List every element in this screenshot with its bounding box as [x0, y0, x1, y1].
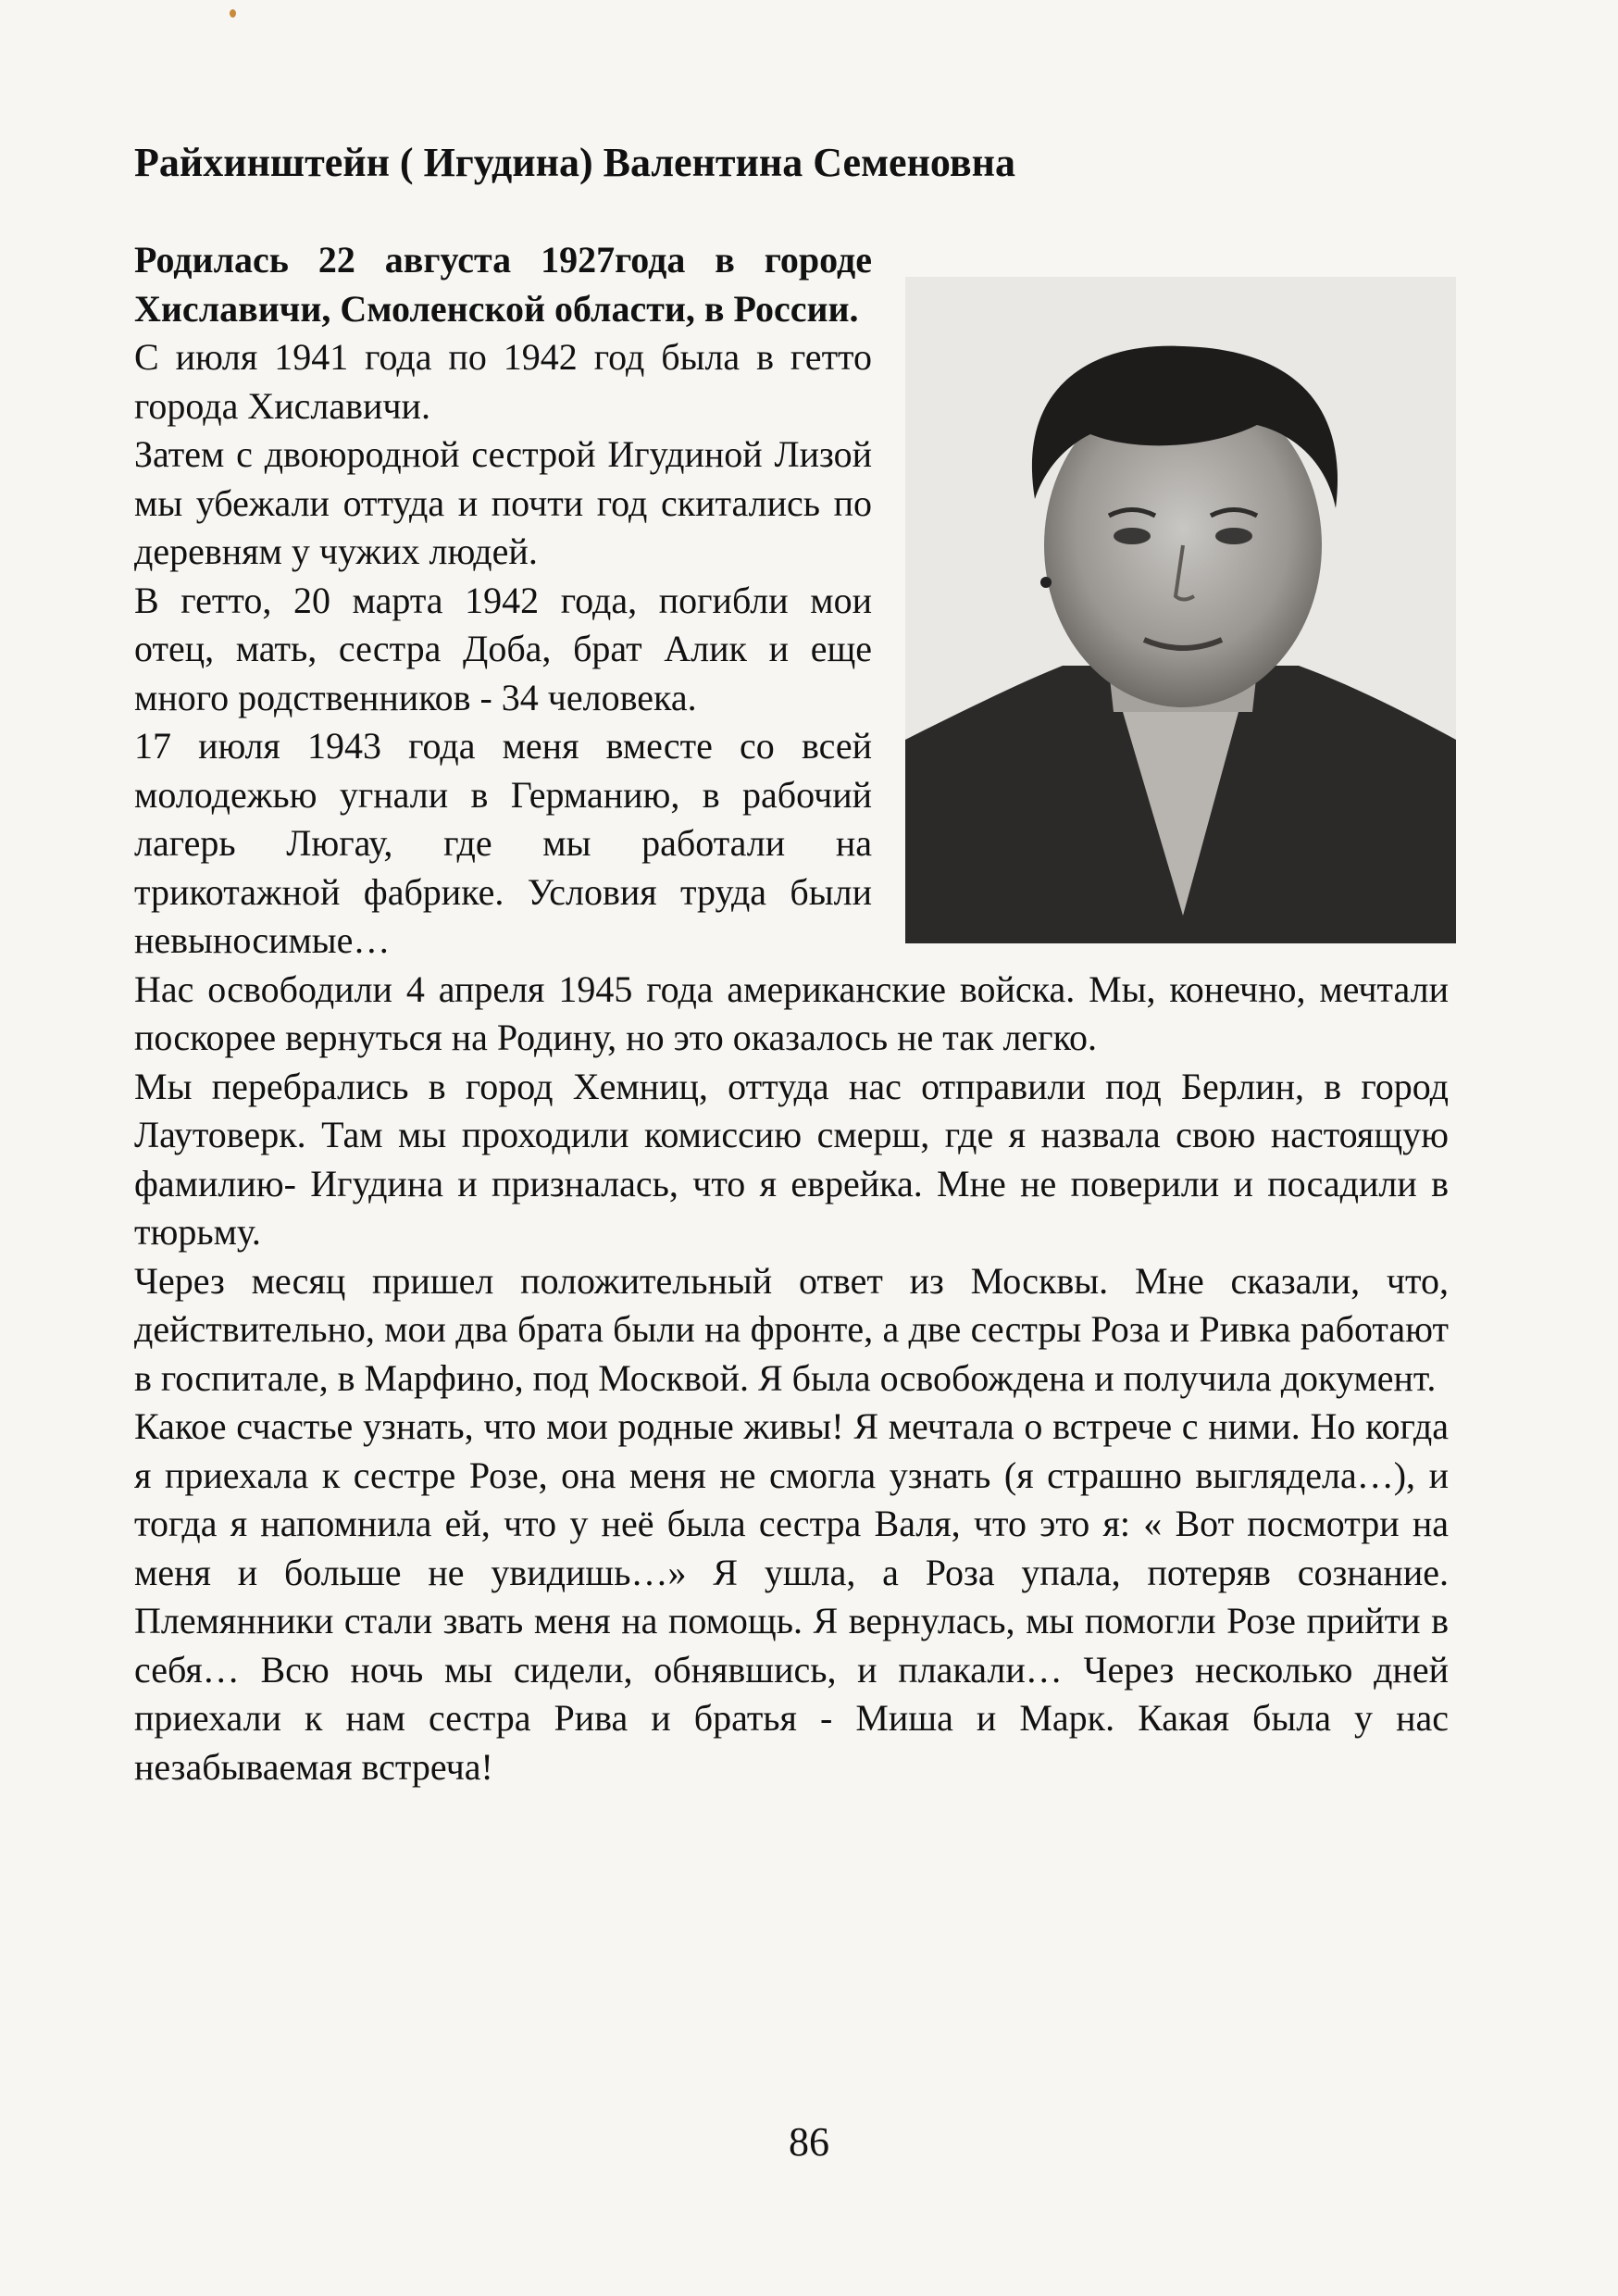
paragraph-germany: 17 июля 1943 года меня вместе со всей молодежью угнали в Германию, в рабочий лагерь Люгау, где мы работали на трикотажной фабрике. Условия труда были невыносимые…	[134, 725, 872, 961]
paragraph-smersh: Мы перебрались в город Хемниц, оттуда нас отправили под Берлин, в город Лаутоверк. Там мы проходили комиссию смерш, где я назвала свою настоящую фамилию- Игудина и призналась, что я еврейка. Мне не поверили и посадили в тюрьму.	[134, 1065, 1449, 1253]
page-title: Райхинштейн ( Игудина) Валентина Семеновна	[134, 140, 1015, 185]
paragraph-escape: Затем с двоюродной сестрой Игудиной Лизой мы убежали оттуда и почти год скитались по деревням у чужих людей.	[134, 433, 872, 572]
page-number: 86	[789, 2119, 829, 2165]
paragraph-release: Через месяц пришел положительный ответ из Москвы. Мне сказали, что, действительно, мои два брата были на фронте, а две сестры Роза и Ривка работают в госпитале, в Марфино, под Москвой. Я была освобождена и получила документ.	[134, 1259, 1449, 1399]
paragraph-family-lost: В гетто, 20 марта 1942 года, погибли мои отец, мать, сестра Доба, брат Алик и еще много родственников - 34 человека.	[134, 579, 872, 718]
portrait-photo	[905, 277, 1456, 943]
biography-text	[134, 236, 1449, 1791]
paragraph-reunion: Какое счастье узнать, что мои родные живы! Я мечтала о встрече с ними. Но когда я приехала к сестре Розе, она меня не смогла узнать (я страшно выглядела…), и тогда я напомнила ей, что у неё была сестра Валя, что это я: « Вот посмотри на меня и больше не увидишь…» Я ушла, а Роза упала, потеряв сознание. Племянники стали звать меня на помощь. Я вернулась, мы помогли Розе прийти в себя… Всю ночь мы сидели, обнявшись, и плакали… Через несколько дней приехали к нам сестра Рива и братья - Миша и Марк. Какая была у нас незабываемая встреча!	[134, 1405, 1449, 1788]
portrait-image	[905, 277, 1456, 943]
paper-speck	[230, 9, 236, 18]
birth-info: Родилась 22 августа 1927года в городе Хиславичи, Смоленской области, в России.	[134, 239, 872, 330]
paragraph-ghetto: С июля 1941 года по 1942 год была в гетто города Хиславичи.	[134, 336, 872, 427]
paragraph-liberation: Нас освободили 4 апреля 1945 года американские войска. Мы, конечно, мечтали поскорее вернуться на Родину, но это оказалось не так легко.	[134, 967, 1449, 1058]
